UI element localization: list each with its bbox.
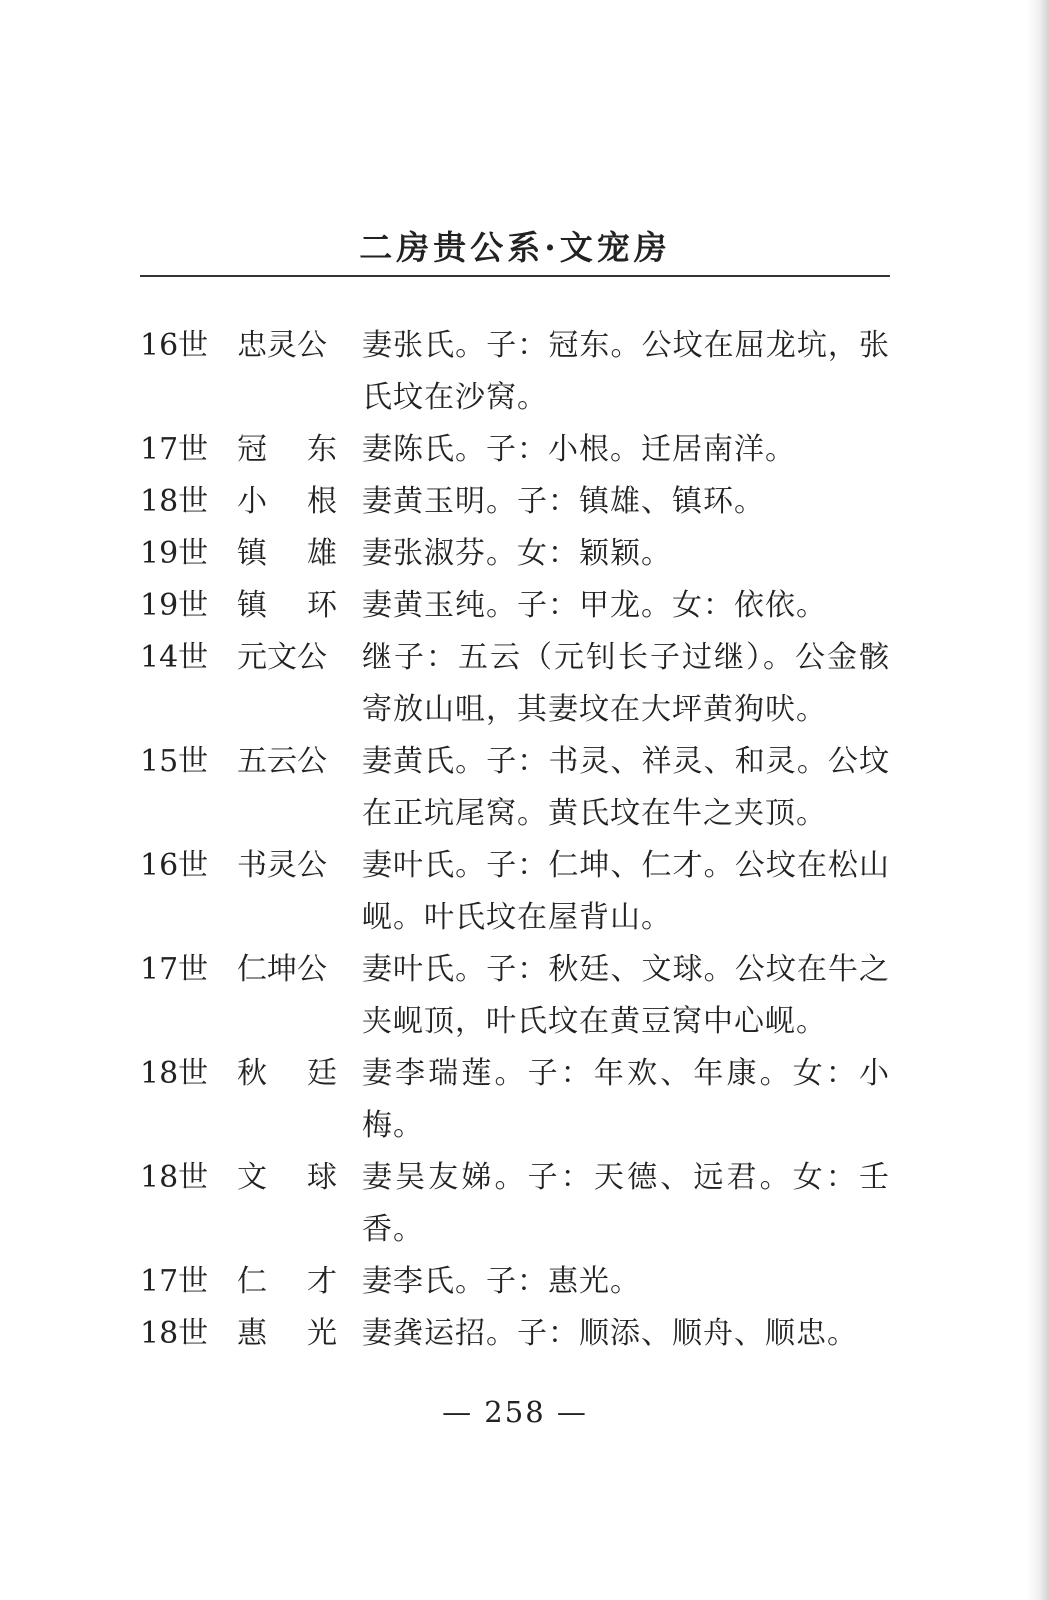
name-char: 灵 xyxy=(267,848,297,883)
generation-label: 17世 xyxy=(140,952,209,987)
person-name xyxy=(237,1048,337,1100)
entry-description: 妻李瑞莲。子：年欢、年康。女：小梅。 xyxy=(362,1056,890,1143)
generation-label: 14世 xyxy=(140,640,209,675)
entry-description: 妻黄玉明。子：镇雄、镇环。 xyxy=(362,484,765,519)
name-char: 仁 xyxy=(237,952,267,987)
name-char: 冠 xyxy=(237,432,267,467)
name-char: 仁 xyxy=(237,1264,267,1299)
generation-label: 18世 xyxy=(140,484,209,519)
genealogy-entry xyxy=(140,320,890,424)
entry-description: 妻龚运招。子：顺添、顺舟、顺忠。 xyxy=(362,1316,858,1351)
generation-label: 18世 xyxy=(140,1160,209,1195)
name-char: 文 xyxy=(267,640,297,675)
genealogy-entry xyxy=(140,840,890,944)
genealogy-entry xyxy=(140,528,890,580)
person-name xyxy=(237,1308,337,1360)
name-char: 环 xyxy=(307,588,337,623)
entry-description: 妻黄玉纯。子：甲龙。女：依依。 xyxy=(362,588,827,623)
genealogy-entry xyxy=(140,424,890,476)
person-name xyxy=(237,1256,337,1308)
generation-label: 19世 xyxy=(140,536,209,571)
entry-description: 妻黄氏。子：书灵、祥灵、和灵。公坟在正坑尾窝。黄氏坟在牛之夹顶。 xyxy=(362,744,890,831)
name-char: 雄 xyxy=(307,536,337,571)
name-char: 公 xyxy=(297,952,327,987)
name-char: 光 xyxy=(307,1316,337,1351)
entry-description: 妻李氏。子：惠光。 xyxy=(362,1264,641,1299)
name-char: 小 xyxy=(237,484,267,519)
name-char: 公 xyxy=(297,744,327,779)
entry-description: 妻陈氏。子：小根。迁居南洋。 xyxy=(362,432,796,467)
name-char: 五 xyxy=(237,744,267,779)
running-header-title: 二房贵公系·文宠房 xyxy=(359,228,671,267)
entry-description: 妻叶氏。子：仁坤、仁才。公坟在松山岘。叶氏坟在屋背山。 xyxy=(362,848,890,935)
name-char: 公 xyxy=(297,328,327,363)
genealogy-entry xyxy=(140,580,890,632)
page-edge-shadow xyxy=(1027,0,1049,1600)
name-char: 惠 xyxy=(237,1316,267,1351)
genealogy-entry xyxy=(140,632,890,736)
entry-description: 妻叶氏。子：秋廷、文球。公坟在牛之夹岘顶，叶氏坟在黄豆窝中心岘。 xyxy=(362,952,890,1039)
page-number: — 258 — xyxy=(442,1395,588,1429)
entry-description: 妻张淑芬。女：颖颖。 xyxy=(362,536,672,571)
genealogy-entry xyxy=(140,944,890,1048)
generation-label: 16世 xyxy=(140,848,209,883)
generation-label: 16世 xyxy=(140,328,209,363)
genealogy-entry xyxy=(140,476,890,528)
name-char: 灵 xyxy=(267,328,297,363)
generation-label: 18世 xyxy=(140,1056,209,1091)
person-name xyxy=(237,736,337,788)
genealogy-entry xyxy=(140,1256,890,1308)
entry-description: 妻吴友娣。子：天德、远君。女：壬香。 xyxy=(362,1160,890,1247)
person-name xyxy=(237,840,337,892)
name-char: 公 xyxy=(297,848,327,883)
person-name xyxy=(237,528,337,580)
genealogy-entries xyxy=(140,320,890,1360)
entry-description: 妻张氏。子：冠东。公坟在屈龙坑，张氏坟在沙窝。 xyxy=(362,328,890,415)
name-char: 球 xyxy=(307,1160,337,1195)
header-divider xyxy=(140,275,890,277)
name-char: 云 xyxy=(267,744,297,779)
name-char: 公 xyxy=(297,640,327,675)
name-char: 镇 xyxy=(237,588,267,623)
name-char: 书 xyxy=(237,848,267,883)
person-name xyxy=(237,320,337,372)
name-char: 忠 xyxy=(237,328,267,363)
generation-label: 18世 xyxy=(140,1316,209,1351)
name-char: 镇 xyxy=(237,536,267,571)
genealogy-entry xyxy=(140,1152,890,1256)
name-char: 东 xyxy=(307,432,337,467)
person-name xyxy=(237,476,337,528)
generation-label: 17世 xyxy=(140,432,209,467)
entry-description: 继子：五云（元钊长子过继）。公金骸寄放山咀，其妻坟在大坪黄狗吠。 xyxy=(362,640,890,727)
name-char: 才 xyxy=(307,1264,337,1299)
genealogy-entry xyxy=(140,1308,890,1360)
person-name xyxy=(237,424,337,476)
person-name xyxy=(237,632,337,684)
person-name xyxy=(237,944,337,996)
generation-label: 19世 xyxy=(140,588,209,623)
name-char: 文 xyxy=(237,1160,267,1195)
person-name xyxy=(237,580,337,632)
person-name xyxy=(237,1152,337,1204)
generation-label: 17世 xyxy=(140,1264,209,1299)
name-char: 秋 xyxy=(237,1056,267,1091)
name-char: 廷 xyxy=(307,1056,337,1091)
genealogy-entry xyxy=(140,1048,890,1152)
name-char: 根 xyxy=(307,484,337,519)
name-char: 坤 xyxy=(267,952,297,987)
genealogy-entry xyxy=(140,736,890,840)
name-char: 元 xyxy=(237,640,267,675)
generation-label: 15世 xyxy=(140,744,209,779)
